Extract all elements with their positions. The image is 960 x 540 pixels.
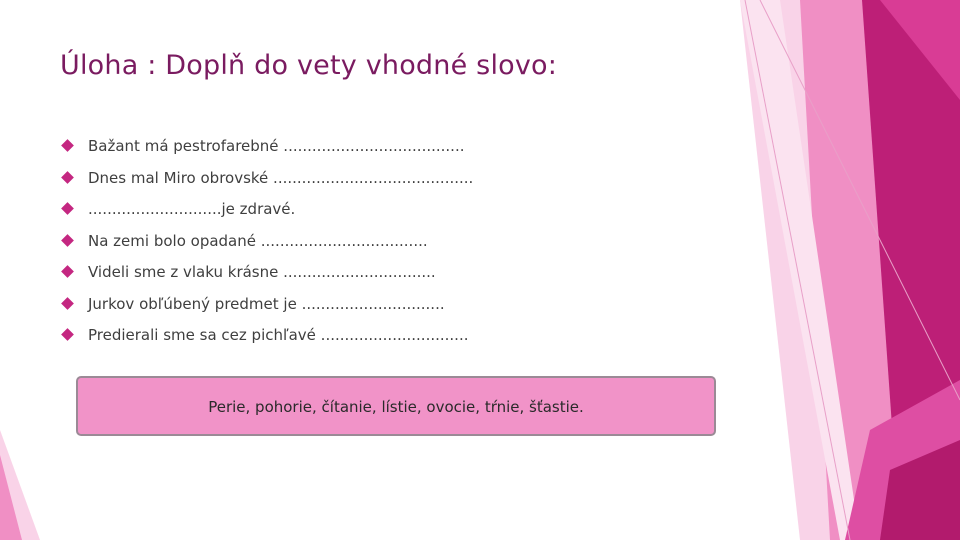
diamond-bullet-icon (61, 234, 74, 247)
sentence-text: Predierali sme sa cez pichľavé ............................... (88, 326, 469, 344)
sentence-text: Dnes mal Miro obrovské .......................................... (88, 168, 474, 187)
diamond-bullet-icon (61, 171, 74, 184)
word-bank-text: Perie, pohorie, čítanie, lístie, ovocie, tŕnie, šťastie. (208, 398, 584, 416)
list-item (60, 321, 473, 353)
diamond-bullet-icon (61, 297, 74, 310)
list-item (60, 258, 473, 290)
list-item (60, 227, 473, 259)
word-bank-box (76, 376, 716, 436)
list-item (60, 290, 473, 322)
sentence-text: Na zemi bolo opadané ................................... (88, 231, 428, 250)
sentence-text: Jurkov obľúbený predmet je .............................. (88, 294, 445, 313)
sentence-text: ............................je zdravé. (88, 200, 296, 218)
list-item (60, 132, 473, 164)
list-item (60, 164, 473, 196)
slide-title: Úloha : Doplň do vety vhodné slovo: (60, 50, 558, 81)
diamond-bullet-icon (61, 328, 74, 341)
diamond-bullet-icon (61, 139, 74, 152)
list-item (60, 195, 473, 227)
sentence-text: Bažant má pestrofarebné ...................................... (88, 137, 465, 155)
sentence-list (60, 132, 473, 353)
sentence-text: Videli sme z vlaku krásne ................................ (88, 263, 436, 281)
diamond-bullet-icon (61, 202, 74, 215)
diamond-bullet-icon (61, 265, 74, 278)
